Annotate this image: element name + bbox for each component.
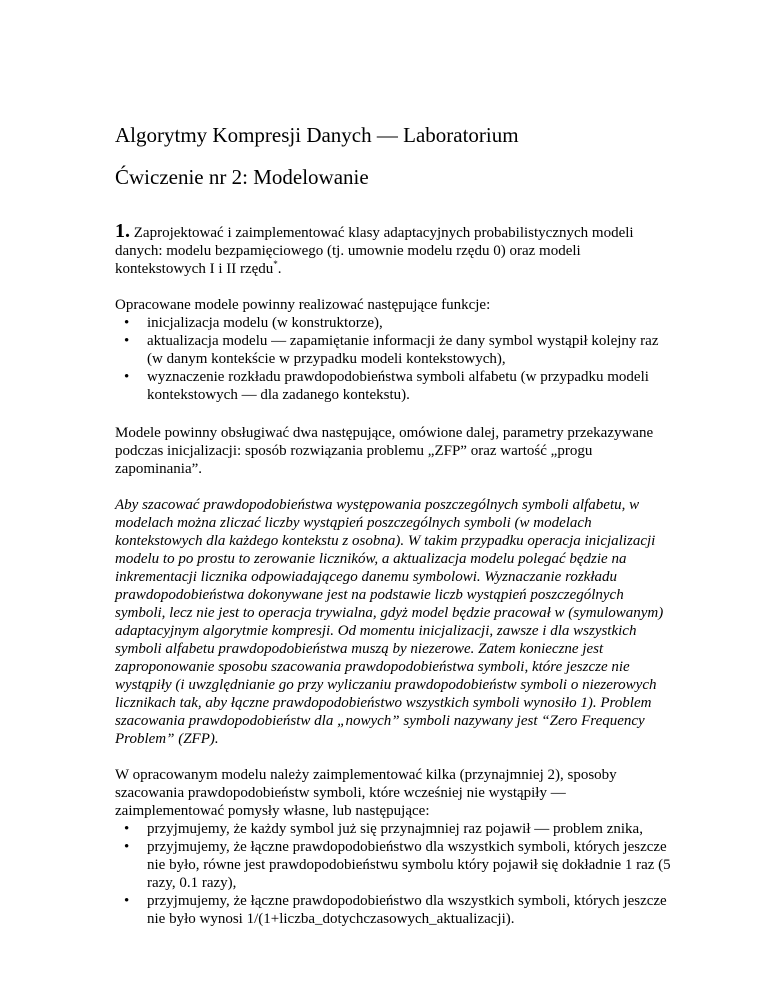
bullet-icon: • xyxy=(124,315,130,331)
methods-list xyxy=(115,820,675,928)
list-item xyxy=(115,314,675,332)
params-paragraph: Modele powinny obsługiwać dwa następujące, omówione dalej, parametry przekazywane podczas inicjalizacji: sposób rozwiązania problemu „ZFP” oraz wartość „progu zapominania”. xyxy=(115,425,654,477)
functions-intro: Opracowane modele powinny realizować następujące funkcje: xyxy=(115,297,491,313)
list-item-text: przyjmujemy, że łączne prawdopodobieństwo dla wszystkich symboli, których jeszcze nie było wynosi 1/(1+liczba_dotychczasowych_aktualizacji). xyxy=(147,893,667,927)
task-paragraph xyxy=(115,222,675,278)
zfp-explanation xyxy=(115,496,675,748)
exercise-subtitle: Ćwiczenie nr 2: Modelowanie xyxy=(115,165,369,189)
bullet-icon: • xyxy=(124,839,130,855)
zfp-explanation-text: Aby szacować prawdopodobieństwa występowania poszczególnych symboli alfabetu, w modelach można zliczać liczby wystąpień poszczególnych symboli (w modelach kontekstowych dla każdego kontekstu z osobna). W takim przypadku operacja inicjalizacji modelu to po prostu to zerowanie liczników, a aktualizacja modelu polegać będzie na inkrementacji licznika odpowiadającego danemu symbolowi. Wyznaczanie rozkładu prawdopodobieństwa dokonywane jest na podstawie liczb wystąpień poszczególnych symboli, lecz nie jest to operacja trywialna, gdyż model będzie pracował w (symulowanym) adaptacyjnym algorytmie kompresji. Od momentu inicjalizacji, zawsze i dla wszystkich symboli alfabetu prawdopodobieństwa muszą by niezerowe. Zatem konieczne jest zaproponowanie sposobu szacowania prawdopodobieństwa symboli, które jeszcze nie wystąpiły (i uwzględnianie go przy wyliczaniu prawdopodobieństw symboli o niezerowych licznikach tak, aby łączne prawdopodobieństwo wszystkich symboli wynosiło 1). Problem szacowania prawdopodobieństw dla „nowych” symboli nazywany jest “Zero Frequency Problem” (ZFP). xyxy=(115,497,664,747)
functions-list xyxy=(115,314,675,404)
list-item xyxy=(115,838,675,892)
list-item xyxy=(115,368,675,404)
task-number: 1. xyxy=(115,220,130,242)
methods-intro: W opracowanym modelu należy zaimplementować kilka (przynajmniej 2), sposoby szacowania prawdopodobieństw symboli, które wcześniej nie wystąpiły — zaimplementować pomysły własne, lub następujące: xyxy=(115,767,617,819)
task-end: . xyxy=(277,261,282,277)
task-text: Zaprojektować i zaimplementować klasy adaptacyjnych probabilistycznych modeli danych: modelu bezpamięciowego (tj. umownie modelu rzędu 0) oraz modeli kontekstowych I i II rzędu xyxy=(115,225,634,277)
list-item xyxy=(115,820,675,838)
list-item-text: aktualizacja modelu — zapamiętanie informacji że dany symbol wystąpił kolejny raz (w danym kontekście w przypadku modeli kontekstowych), xyxy=(147,333,659,367)
document-title: Algorytmy Kompresji Danych — Laboratorium xyxy=(115,123,519,147)
list-item xyxy=(115,892,675,928)
list-item-text: wyznaczenie rozkładu prawdopodobieństwa symboli alfabetu (w przypadku modeli kontekstowych — dla zadanego kontekstu). xyxy=(147,369,649,403)
footnote-mark: * xyxy=(273,259,278,269)
bullet-icon: • xyxy=(124,369,130,385)
list-item-text: inicjalizacja modelu (w konstruktorze), xyxy=(147,315,383,331)
list-item-text: przyjmujemy, że każdy symbol już się przynajmniej raz pojawił — problem znika, xyxy=(147,821,643,837)
bullet-icon: • xyxy=(124,893,130,909)
list-item-text: przyjmujemy, że łączne prawdopodobieństwo dla wszystkich symboli, których jeszcze nie było, równe jest prawdopodobieństwu symbolu który pojawił się dokładnie 1 raz (5 razy, 0.1 razy), xyxy=(147,839,671,891)
bullet-icon: • xyxy=(124,333,130,349)
bullet-icon: • xyxy=(124,821,130,837)
list-item xyxy=(115,332,675,368)
